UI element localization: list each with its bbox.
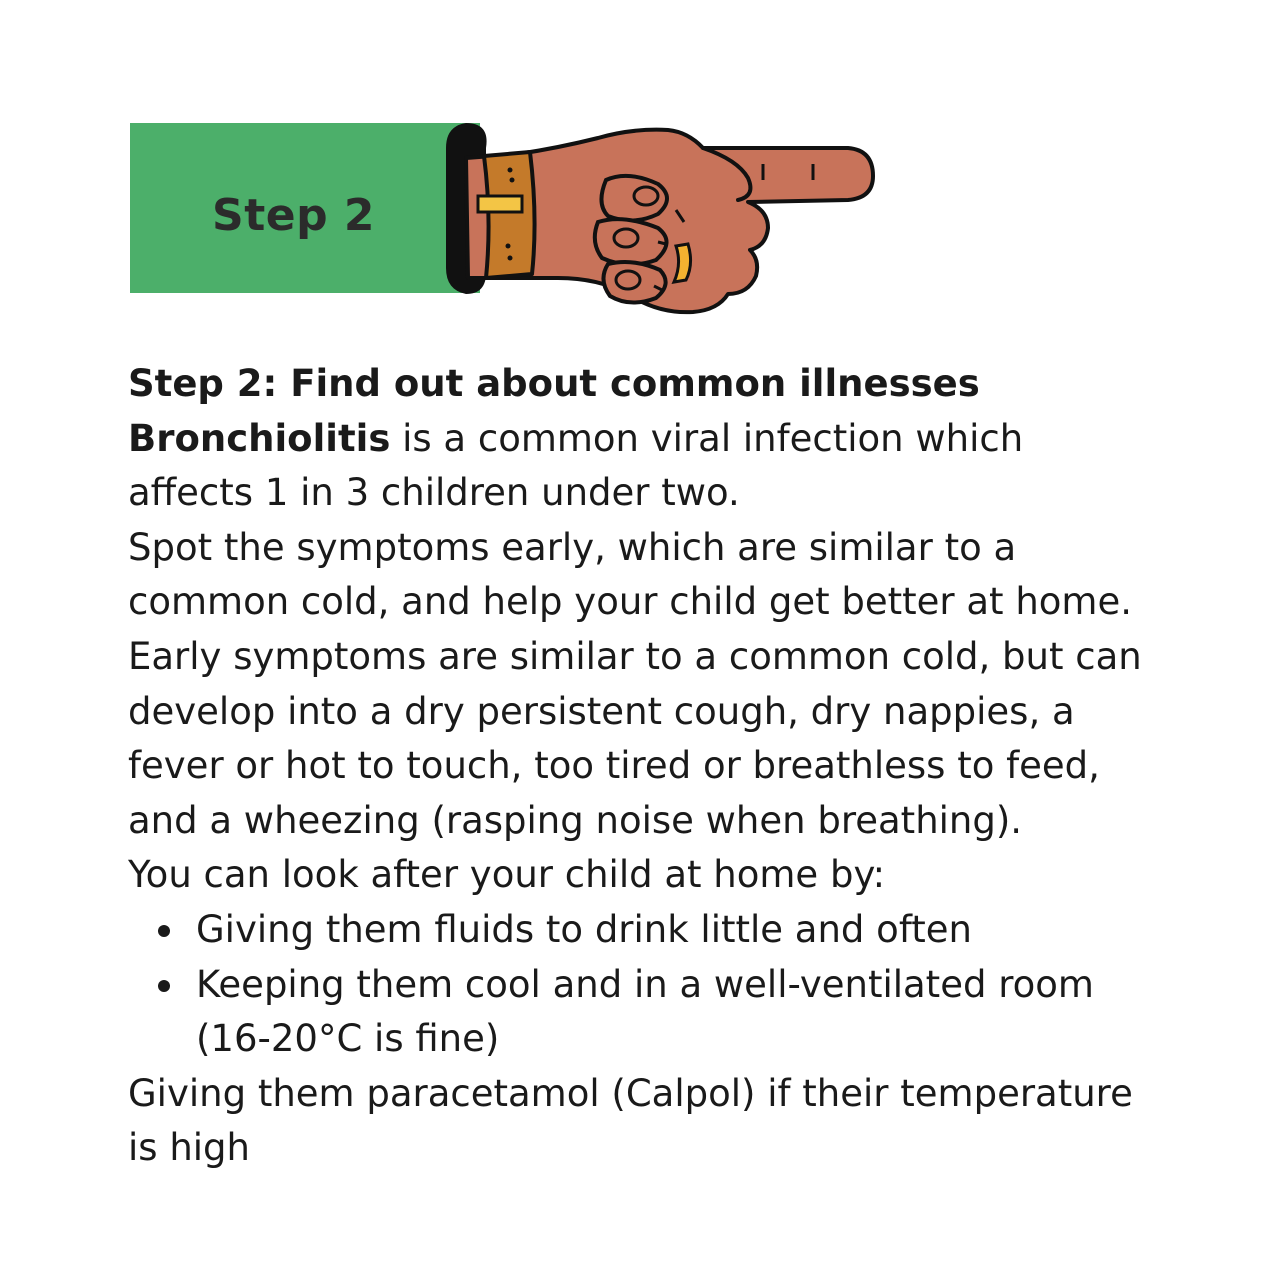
wristwatch-strap-icon: [478, 152, 535, 278]
bullet-dot-icon: [158, 925, 170, 937]
home-care-list: [128, 903, 1168, 1067]
intro-line2-text: affects 1 in 3 children under two.: [128, 471, 740, 515]
home-care-intro: You can look after your child at home by:: [128, 853, 886, 897]
early-symptoms-paragraph: Early symptoms are similar to a common cold, but can develop into a dry persistent cough, dry nappies, a fever or hot to touch, too tired or breathless to feed, and a wheezing (rasping noise when breathing).: [128, 634, 1142, 842]
intro-paragraph: [128, 412, 1168, 521]
step-banner: [128, 118, 888, 318]
step-label: Step 2: [212, 190, 375, 241]
list-item: Keeping them cool and in a well-ventilated room (16-20°C is fine): [196, 958, 1168, 1067]
section-heading: Step 2: Find out about common illnesses: [128, 362, 980, 405]
bullet-dot-icon: [158, 980, 170, 992]
intro-line1-text: is a common viral infection which: [390, 416, 1024, 460]
paracetamol-paragraph: Giving them paracetamol (Calpol) if their temperature is high: [128, 1071, 1133, 1170]
spot-symptoms-paragraph: Spot the symptoms early, which are similar to a common cold, and help your child get better at home.: [128, 525, 1132, 624]
bronchiolitis-term: Bronchiolitis: [128, 416, 391, 460]
step-banner-illustration: [128, 118, 888, 318]
article-body: [128, 357, 1168, 1176]
list-item: Giving them fluids to drink little and often: [196, 903, 1168, 958]
